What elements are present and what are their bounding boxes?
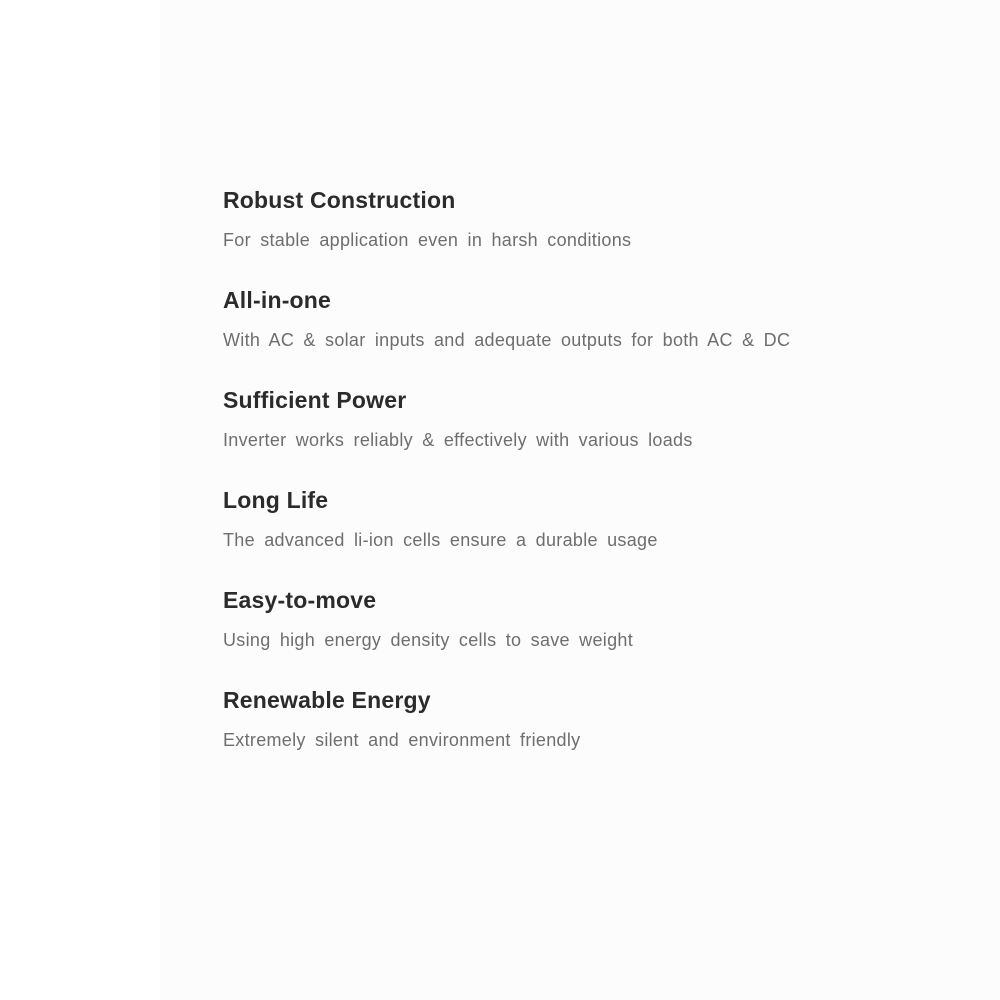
feature-title: Renewable Energy xyxy=(223,687,431,713)
feature-description: Inverter works reliably & effectively with various loads xyxy=(223,430,693,450)
feature-description: Extremely silent and environment friendly xyxy=(223,730,581,750)
feature-item-renewable-energy xyxy=(223,684,943,784)
feature-title: All-in-one xyxy=(223,287,332,313)
feature-item-easy-to-move xyxy=(223,584,943,684)
feature-item-sufficient-power xyxy=(223,384,943,484)
feature-item-robust-construction xyxy=(223,184,943,284)
feature-description: The advanced li-ion cells ensure a durable usage xyxy=(223,530,658,550)
feature-item-all-in-one xyxy=(223,284,943,384)
feature-item-long-life xyxy=(223,484,943,584)
feature-title: Easy-to-move xyxy=(223,587,377,613)
feature-description: With AC & solar inputs and adequate outputs for both AC & DC xyxy=(223,330,791,350)
feature-title: Long Life xyxy=(223,487,329,513)
feature-description: Using high energy density cells to save weight xyxy=(223,630,633,650)
feature-title: Sufficient Power xyxy=(223,387,407,413)
feature-description: For stable application even in harsh conditions xyxy=(223,230,632,250)
feature-list xyxy=(223,184,943,784)
feature-title: Robust Construction xyxy=(223,187,456,213)
